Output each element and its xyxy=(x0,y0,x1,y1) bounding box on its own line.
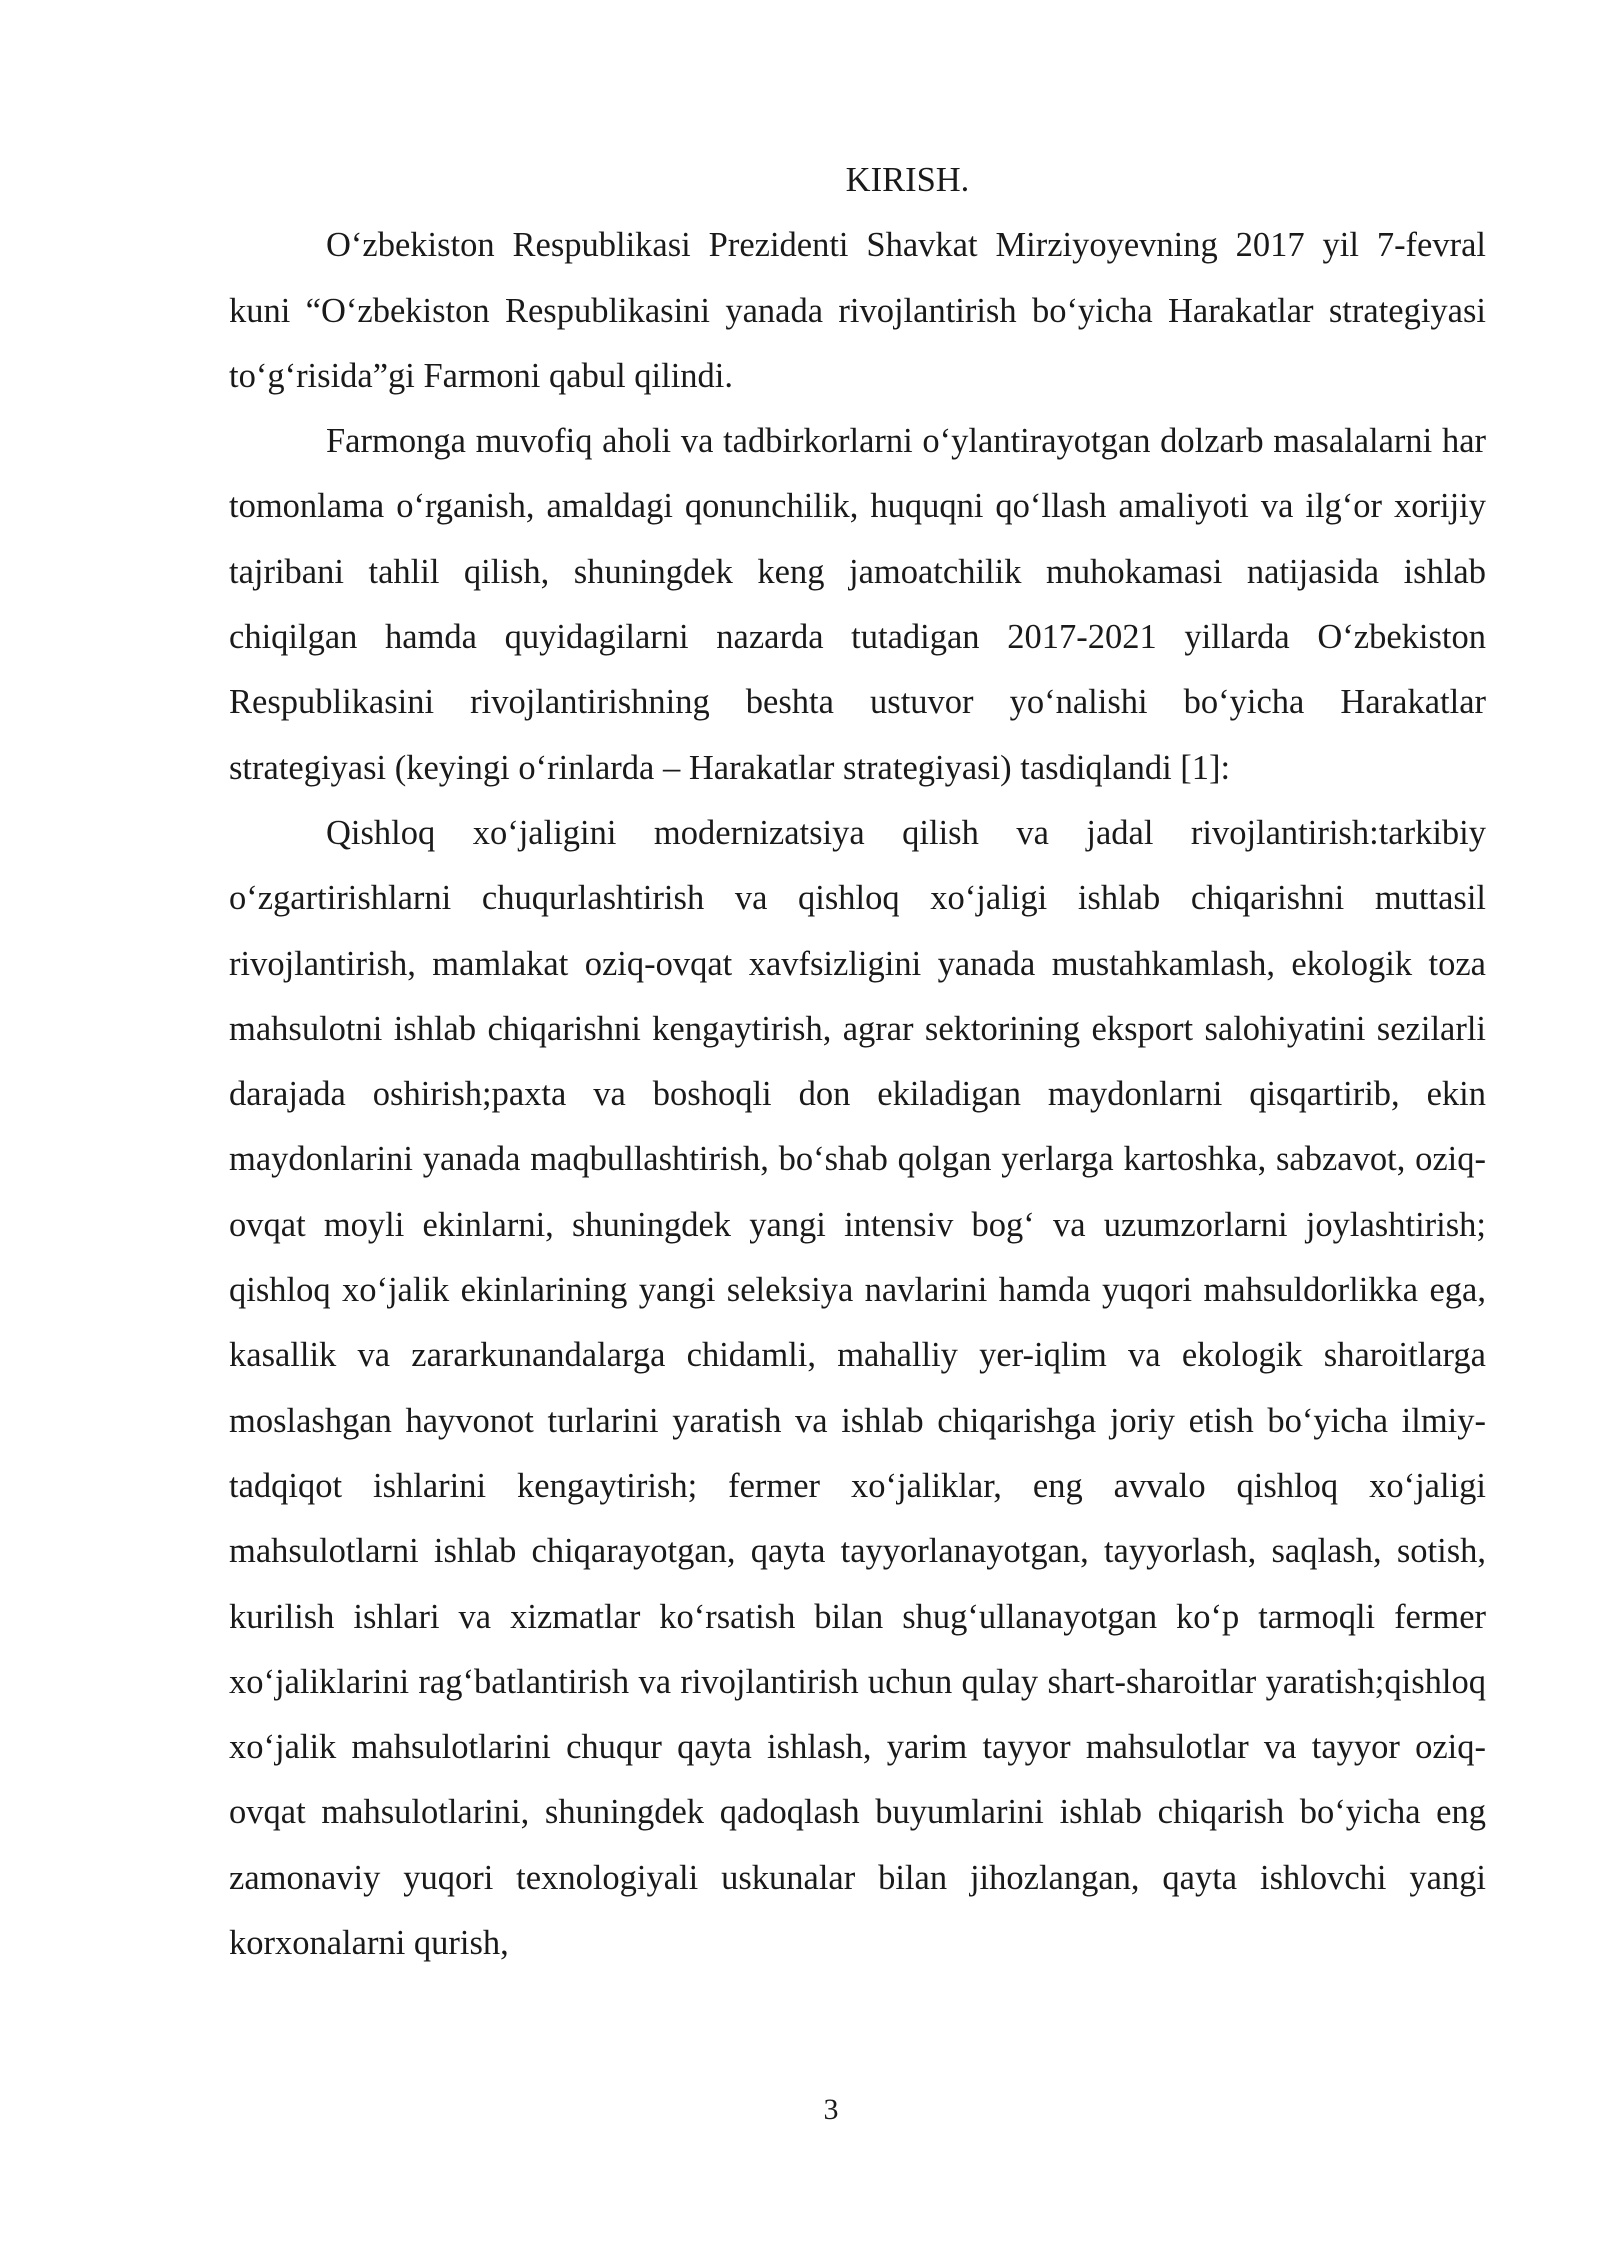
section-heading: KIRISH. xyxy=(845,161,970,199)
page-content xyxy=(229,148,1486,1976)
paragraph-decree-intro: O‘zbekiston Respublikasi Prezidenti Shavkat Mirziyoyevning 2017 yil 7-fevral kuni “O‘zbekiston Respublikasini yanada rivojlantirish bo‘yicha Harakatlar strategiyasi to‘g‘risida”gi Farmoni qabul qilindi. xyxy=(229,226,1486,395)
page-number: 3 xyxy=(823,2093,839,2126)
paragraph-strategy-approval: Farmonga muvofiq aholi va tadbirkorlarni o‘ylantirayotgan dolzarb masalalarni har tomonlama o‘rganish, amaldagi qonunchilik, huquqni qo‘llash amaliyoti va ilg‘or xorijiy tajribani tahlil qilish, shuningdek keng jamoatchilik muhokamasi natijasida ishlab chiqilgan hamda quyidagilarni nazarda tutadigan 2017-2021 yillarda O‘zbekiston Respublikasini rivojlantirishning beshta ustuvor yo‘nalishi bo‘yicha Harakatlar strategiyasi (keyingi o‘rinlarda – Harakatlar strategiyasi) tasdiqlandi [1]: xyxy=(229,422,1486,787)
paragraph-agriculture-modernization: Qishloq xo‘jaligini modernizatsiya qilish va jadal rivojlantirish:tarkibiy o‘zgartirishlarni chuqurlashtirish va qishloq xo‘jaligi ishlab chiqarishni muttasil rivojlantirish, mamlakat oziq-ovqat xavfsizligini yanada mustahkamlash, ekologik toza mahsulotni ishlab chiqarishni kengaytirish, agrar sektorining eksport salohiyatini sezilarli darajada oshirish;paxta va boshoqli don ekiladigan maydonlarni qisqartirib, ekin maydonlarini yanada maqbullashtirish, bo‘shab qolgan yerlarga kartoshka, sabzavot, oziq-ovqat moyli ekinlarni, shuningdek yangi intensiv bog‘ va uzumzorlarni joylashtirish; qishloq xo‘jalik ekinlarining yangi seleksiya navlarini hamda yuqori mahsuldorlikka ega, kasallik va zararkunandalarga chidamli, mahalliy yer-iqlim va ekologik sharoitlarga moslashgan hayvonot turlarini yaratish va ishlab chiqarishga joriy etish bo‘yicha ilmiy-tadqiqot ishlarini kengaytirish; fermer xo‘jaliklar, eng avvalo qishloq xo‘jaligi mahsulotlarni ishlab chiqarayotgan, qayta tayyorlanayotgan, tayyorlash, saqlash, sotish, kurilish ishlari va xizmatlar ko‘rsatish bilan shug‘ullanayotgan ko‘p tarmoqli fermer xo‘jaliklarini rag‘batlantirish va rivojlantirish uchun qulay shart-sharoitlar yaratish;qishloq xo‘jalik mahsulotlarini chuqur qayta ishlash, yarim tayyor mahsulotlar va tayyor oziq-ovqat mahsulotlarini, shuningdek qadoqlash buyumlarini ishlab chiqarish bo‘yicha eng zamonaviy yuqori texnologiyali uskunalar bilan jihozlangan, qayta ishlovchi yangi korxonalarni qurish, xyxy=(229,813,1486,1963)
